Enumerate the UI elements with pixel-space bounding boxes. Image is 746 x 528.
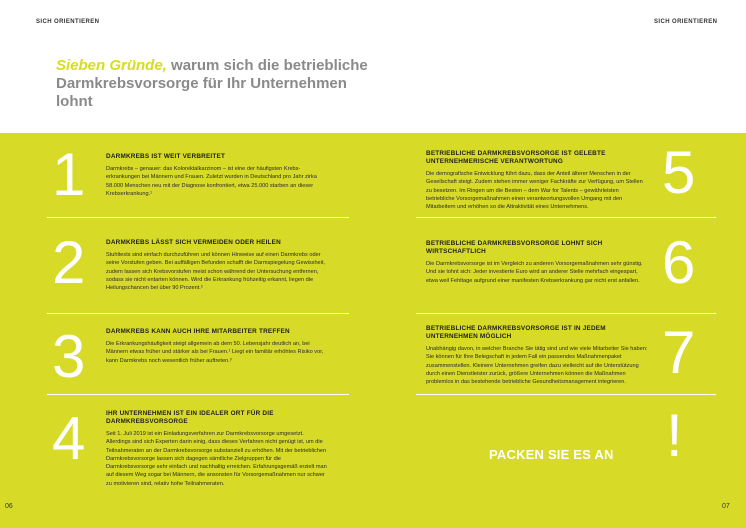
reason-block-4 (106, 410, 328, 488)
reason-text-7: Unabhängig davon, in welcher Branche Sie tätig sind und wie viele Mitarbeiter Sie haben: Sie können für Ihre Belegschaft in jedem Fall ein passendes Maßnahmenpaket zusammenstellen. Kleinere Unternehmen greifen dazu vielleicht auf die Unterstützung durch einen Dienstleister zurück, größere Unternehmen können die Maßnahmen problemlos in das bestehende betriebliche Gesundheitsmanagement integrieren. (426, 346, 648, 386)
reason-block-1 (106, 153, 328, 198)
reason-number-1: 1 (52, 141, 86, 208)
reason-title-7: BETRIEBLICHE DARMKREBSVORSORGE IST IN JEDEM UNTERNEHMEN MÖGLICH (426, 325, 606, 340)
reason-text-6: Die Darmkrebsvorsorge ist im Vergleich zu anderen Vorsorgemaßnahmen sehr günstig. Und sie lohnt sich: Jeder investierte Euro wird an anderer Stelle mehrfach eingespart, etwa weil Fehltage aufgrund einer manifesten Krebserkrankung gar nicht erst anfallen. (426, 261, 643, 284)
reason-text-3: Die Erkrankungshäufigkeit steigt allgemein ab dem 50. Lebensjahr deutlich an, bei Männern etwas früher und stärker als bei Frauen.¹ Liegt ein familiär erhöhtes Risiko vor, kann Darmkrebs noch wesentlich früher auftreten.³ (106, 341, 324, 364)
reason-title-5: BETRIEBLICHE DARMKREBSVORSORGE IST GELEBTE UNTERNEHMERISCHE VERANTWORTUNG (426, 150, 606, 165)
page-headline (56, 57, 386, 111)
reason-text-2: Stuhltests sind einfach durchzuführen und können Hinweise auf einen Darmkrebs oder seine Vorstufen geben. Bei auffälligen Befunden schafft die Darmspiegelung Gewissheit, zudem lassen sich Krebsvorstufen meist schon während der Untersuchung entfernen, sodass sie nicht entarten können. Wird die Erkrankung frühzeitig erkannt, liegen die Heilungschancen bei über 90 Prozent.² (106, 252, 326, 292)
divider (416, 313, 716, 314)
reason-block-5 (426, 150, 648, 211)
reason-text-5: Die demografische Entwicklung führt dazu, dass der Anteil älterer Menschen in der Gesellschaft steigt. Zudem stehen immer weniger Fachkräfte zur Verfügung, um Stellen zu besetzen. Im Ringen um die Besten – dem War for Talents – gewährleisten betriebliche Vorsorgemaßnahmen einen verantwortungsvollen Umgang mit den Mitarbeitern und erhöhen so die Attraktivität eines Unternehmens. (426, 171, 643, 211)
section-label-right: SICH ORIENTIEREN (654, 19, 718, 25)
reason-number-3: 3 (52, 323, 86, 390)
reason-number-5: 5 (662, 139, 696, 206)
reason-number-7: 7 (662, 319, 696, 386)
reason-number-2: 2 (52, 229, 86, 296)
reason-title-4: IHR UNTERNEHMEN IST EIN IDEALER ORT FÜR DIE DARMKREBSVORSORGE (106, 410, 274, 425)
yellow-content-band (0, 133, 746, 528)
reason-block-6 (426, 240, 648, 285)
divider (416, 394, 716, 395)
reason-title-3: DARMKREBS KANN AUCH IHRE MITARBEITER TREFFEN (106, 328, 290, 335)
reason-title-6: BETRIEBLICHE DARMKREBSVORSORGE LOHNT SICH WIRTSCHAFTLICH (426, 240, 603, 255)
reason-number-6: 6 (662, 229, 696, 296)
section-label-left: SICH ORIENTIEREN (36, 19, 100, 25)
headline-accent: Sieben Gründe, (56, 57, 167, 74)
divider (47, 394, 349, 395)
divider (47, 217, 349, 218)
reason-text-1: Darmkrebs – genauer: das Kolorektalkarzinom – ist eine der häufigsten Krebserkrankungen bei Männern und Frauen. Zuletzt wurden in Deutschland pro Jahr zirka 58.000 Menschen neu mit der Diagnose konfrontiert, etwa 25.000 starben an dieser Krebserkrankung.¹ (106, 166, 317, 197)
headline-rest: warum sich die betriebliche Darmkrebsvorsorge für Ihr Unternehmen lohnt (56, 57, 368, 110)
reason-title-1: DARMKREBS IST WEIT VERBREITET (106, 153, 226, 160)
reason-title-2: DARMKREBS LÄSST SICH VERMEIDEN ODER HEILEN (106, 239, 281, 246)
exclamation-mark: ! (666, 402, 683, 469)
call-to-action: PACKEN SIE ES AN (489, 447, 614, 462)
reason-text-4: Seit 1. Juli 2019 ist ein Einladungsverfahren zur Darmkrebsvorsorge umgesetzt. Allerdings sind sich Experten darin einig, dass dieses Verfahren nicht genügt ist, um die Teilnahmeraten an der Darmkrebsvorsorge substanziell zu erhöhen. Mit der betrieblichen Darmkrebsvorsorge lassen sich dagegen sämtliche Zielgruppen für die Darmkrebsvorsorge sehr einfach und nachhaltig erreichen. Erfahrungsgemäß erzielt man auf diesem Weg sogar bei Männern, die ansonsten für Vorsorgemaßnahmen nur schwer zu motivieren sind, relativ hohe Teilnahmeraten. (106, 431, 327, 487)
page-number-left: 06 (5, 503, 13, 510)
reason-block-3 (106, 328, 328, 365)
reason-block-7 (426, 325, 648, 386)
page-number-right: 07 (722, 503, 730, 510)
divider (47, 313, 349, 314)
reason-number-4: 4 (52, 405, 86, 472)
reason-block-2 (106, 239, 328, 292)
divider (416, 217, 716, 218)
